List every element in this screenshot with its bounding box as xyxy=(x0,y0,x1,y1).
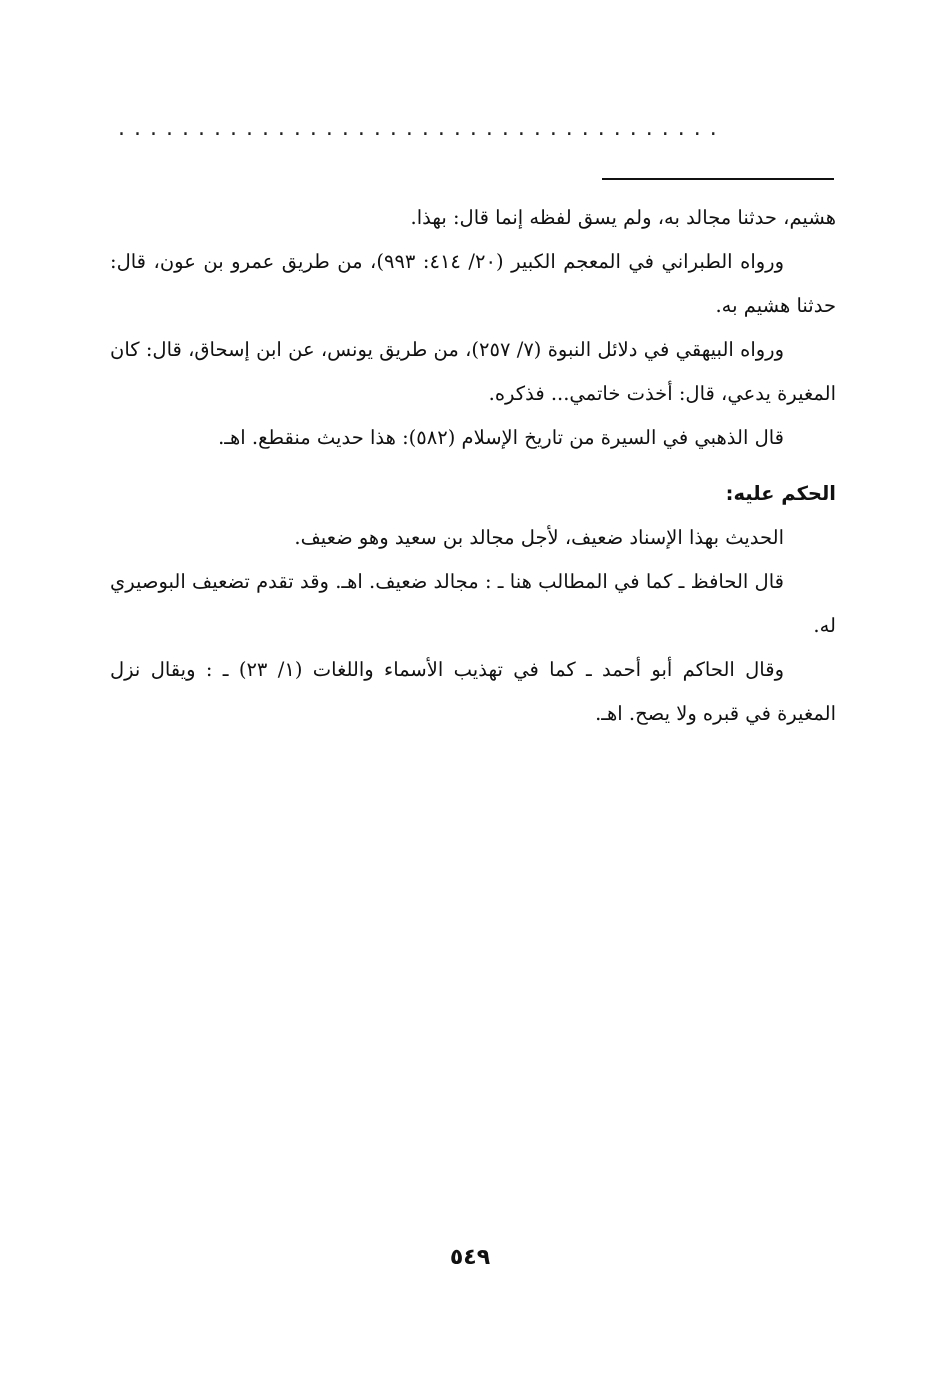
footnote-paragraph-1: هشيم، حدثنا مجالد به، ولم يسق لفظه إنما قال: بهذا. xyxy=(410,206,836,229)
footnote-paragraph-3: ورواه البيهقي في دلائل النبوة (٧/ ٢٥٧)، من طريق يونس، عن ابن إسحاق، قال: كان المغيرة يدعي، قال: أخذت خاتمي... فذكره. xyxy=(110,338,836,405)
ruling-paragraph-2: قال الحافظ ـ كما في المطالب هنا ـ : مجالد ضعيف. اهـ. وقد تقدم تضعيف البوصيري له. xyxy=(110,570,836,637)
ruling-paragraph-3: وقال الحاكم أبو أحمد ـ كما في تهذيب الأسماء واللغات (١/ ٢٣) ـ : ويقال نزل المغيرة في قبره ولا يصح. اهـ. xyxy=(110,658,836,725)
footnote-paragraph-2: ورواه الطبراني في المعجم الكبير (٢٠/ ٤١٤: ٩٩٣)، من طريق عمرو بن عون، قال: حدثنا هشيم به. xyxy=(110,250,836,317)
footnote-text-block xyxy=(110,196,836,736)
footnote-rule xyxy=(602,178,834,180)
footnote-dotted-separator: ...................................... xyxy=(118,116,726,141)
ruling-heading: الحكم عليه: xyxy=(725,482,836,505)
footnote-paragraph-4: قال الذهبي في السيرة من تاريخ الإسلام (٥٨٢): هذا حديث منقطع. اهـ. xyxy=(218,426,784,449)
page-number: ٥٤٩ xyxy=(449,1245,491,1270)
ruling-paragraph-1: الحديث بهذا الإسناد ضعيف، لأجل مجالد بن سعيد وهو ضعيف. xyxy=(294,526,784,549)
